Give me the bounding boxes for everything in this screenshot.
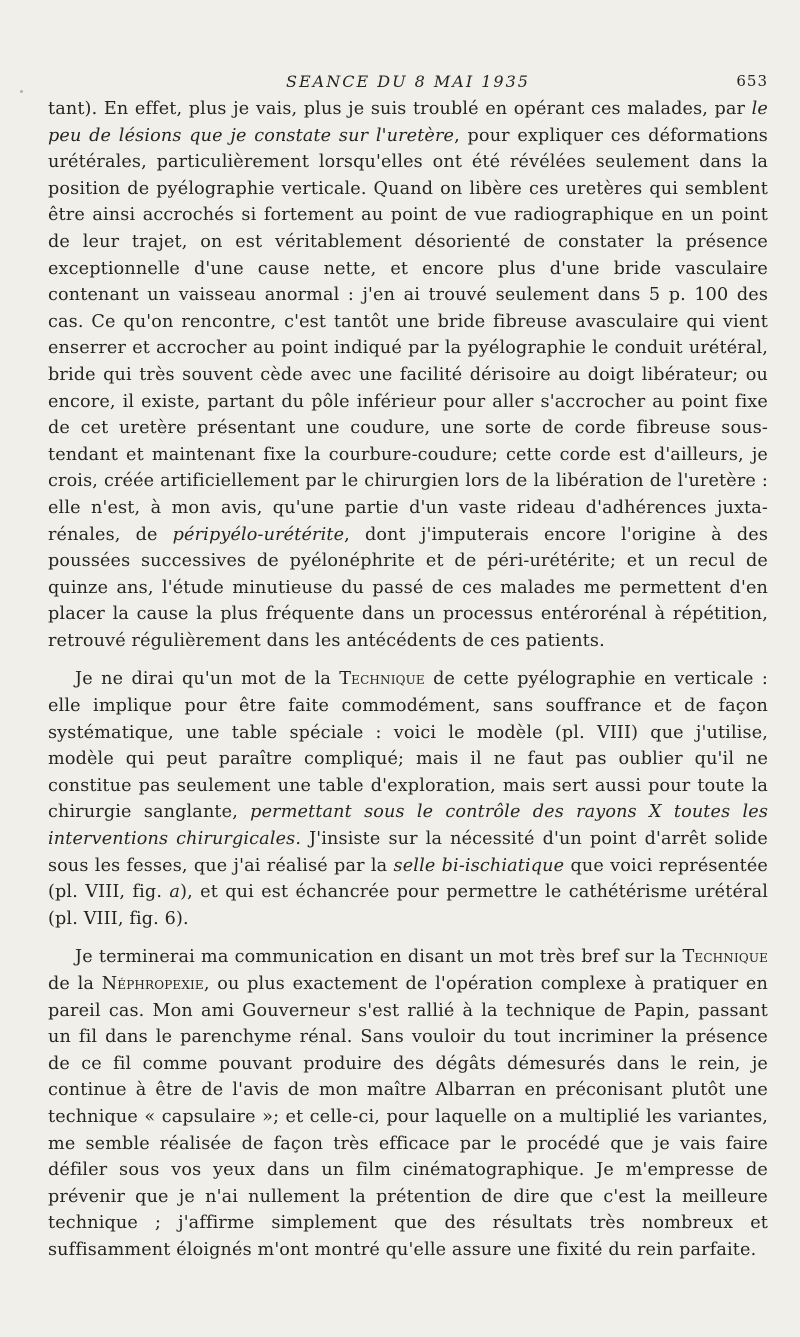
running-title: SEANCE DU 8 MAI 1935 [286,72,530,91]
text-run: Je ne dirai qu'un mot de la [75,669,340,690]
smallcaps-text: Technique [682,947,768,968]
text-run: ), et qui est échancrée pour permettre le cathétérisme urétéral (pl. VIII, fig. 6). [48,882,768,929]
italic-text: permettant sous le contrôle des rayons X toutes les interventions chirurgicales. [48,802,768,850]
italic-text: le peu de lésions que je constate sur l'uretère [48,99,768,146]
text-run: de la [48,974,102,994]
text-run: J'insiste sur la nécessité d'un point d'arrêt solide sous les fesses, que j'ai réalisé par la [48,829,768,876]
text-run: de cette pyélographie en verticale : elle implique pour être faite commodément, sans souffrance et de façon systématique, une table spéciale : voici le modèle (pl. VIII) que j'utilise, modèle qui peut paraître compliqué; mais il ne faut pas oublier qu'il ne constitue pas seulement une table d'exploration, mais sert aussi pour toute la chirurgie sanglante, [48,669,768,823]
text-run: tant). En effet, plus je vais, plus je suis troublé en opérant ces malades, par [48,99,752,119]
smallcaps-text: Néphropexie [101,974,204,994]
document-page [48,62,768,1264]
paragraph-3 [48,944,768,1263]
text-run: Je terminerai ma communication en disant un mot très bref sur la [75,947,683,968]
body-text [48,96,768,1264]
paragraph-2 [48,666,768,932]
page-speck [20,90,23,93]
text-run: , dont j'imputerais encore l'origine à des poussées successives de pyélonéphrite et de péri-urétérite; et un recul de quinze ans, l'étude minutieuse du passé de ces malades me permettent d'en placer la cause la plus fréquente dans un processus entérorénal à répétition, retrouvé régulièrement dans les antécédents de ces patients. [48,524,768,651]
paragraph-1 [48,96,768,654]
italic-text: péripyélo-urétérite [172,524,345,545]
page-header [48,62,768,96]
text-run: que voici représentée (pl. VIII, fig. [48,855,768,903]
smallcaps-text: Technique [339,669,425,690]
page-number: 653 [736,72,768,90]
text-run: , pour expliquer ces déformations urétérales, particulièrement lorsqu'elles ont été révélées seulement dans la position de pyélographie verticale. Quand on libère ces uretères qui semblent être ainsi accrochés si fortement au point de vue radiographique en un point de leur trajet, on est véritablement désorienté de constater la présence exceptionnelle d'une cause nette, et encore plus d'une bride vasculaire contenant un vaisseau anormal : j'en ai trouvé seulement dans 5 p. 100 des cas. Ce qu'on rencontre, c'est tantôt une bride fibreuse avasculaire qui vient enserrer et accrocher au point indiqué par la pyélographie le conduit urétéral, bride qui très souvent cède avec une facilité dérisoire au doigt libérateur; ou encore, il existe, partant du pôle inférieur pour aller s'accrocher au point fixe de cet uretère présentant une coudure, une sorte de corde fibreuse sous-tendant et maintenant fixe la courbure-coudure; cette corde est d'ailleurs, je crois, créée artificiellement par le chirurgien lors de la libération de l'uretère : elle n'est, à mon avis, qu'une partie d'un vaste rideau d'adhérences juxta-rénales, de [48,125,768,545]
italic-text: selle bi-ischiatique [393,855,565,876]
text-run: , ou plus exactement de l'opération complexe à pratiquer en pareil cas. Mon ami Gouverneur s'est rallié à la technique de Papin, passant un fil dans le parenchyme rénal. Sans vouloir du tout incriminer la présence de ce fil comme pouvant produire des dégâts démesurés dans le rein, je continue à être de l'avis de mon maître Albarran en préconisant plutôt une technique « capsulaire »; et celle-ci, pour laquelle on a multiplié les variantes, me semble réalisée de façon très efficace par le procédé que je vais faire défiler sous vos yeux dans un film cinématographique. Je m'empresse de prévenir que je n'ai nullement la prétention de dire que c'est la meilleure technique ; j'affirme simplement que des résultats très nombreux et suffisamment éloignés m'ont montré qu'elle assure une fixité du rein parfaite. [48,974,768,1260]
italic-text: a [169,882,181,903]
